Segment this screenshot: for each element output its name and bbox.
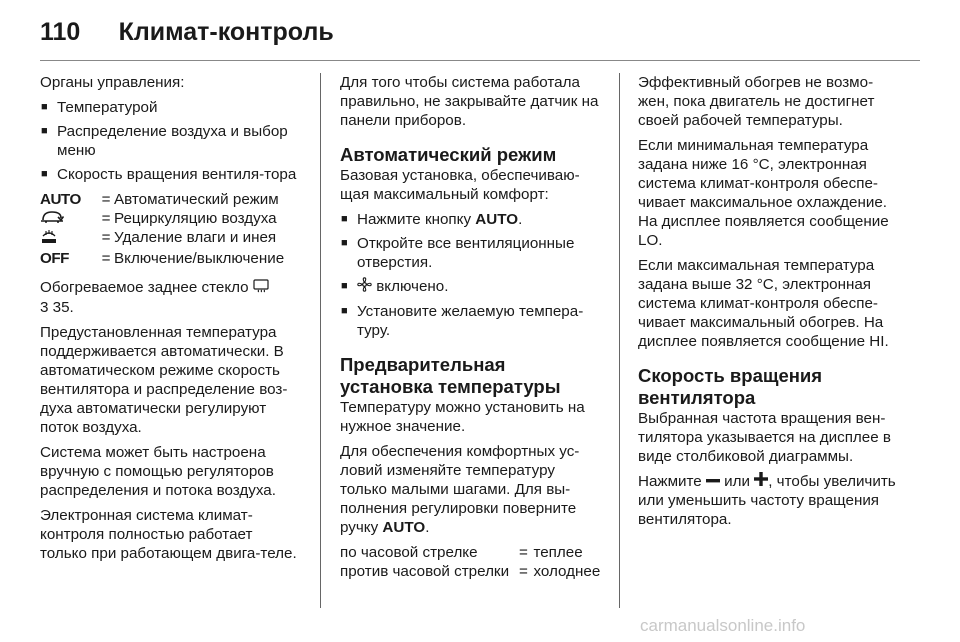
column-3 xyxy=(638,73,902,535)
list-item: ■ Распределение воздуха и выбор меню xyxy=(40,122,302,160)
rear-window-heater-icon xyxy=(253,279,269,298)
column-divider-1 xyxy=(320,73,321,608)
section-heading-fan-speed: Скорость вращения вентилятора xyxy=(638,365,823,408)
direction-value: теплее xyxy=(533,544,583,561)
column-2 xyxy=(340,73,602,581)
list-item: ■ Нажмите кнопку AUTO. xyxy=(340,210,602,229)
section-heading-auto-mode: Автоматический режим xyxy=(340,144,557,165)
heated-window-text: Обогреваемое заднее стекло xyxy=(40,279,249,297)
paragraph: Для обеспечения комфортных ус-ловий изменяйте температуру только малыми шагами. Для вы-полнения регулировки поверните ручку AUTO. xyxy=(340,443,580,536)
watermark: carmanualsonline.info xyxy=(640,616,806,635)
fan-icon xyxy=(357,277,372,297)
legend-text: Включение/выключение xyxy=(114,250,285,268)
paragraph: Выбранная частота вращения вен-тилятора указывается на дисплее в виде столбиковой диаграммы. xyxy=(638,410,891,465)
legend-text: Удаление влаги и инея xyxy=(114,229,277,247)
list-item: ■ Температурой xyxy=(40,98,302,117)
paragraph: Электронная система климат-контроля полностью работает только при работающем двига-теле. xyxy=(40,506,297,562)
direction-value: холоднее xyxy=(533,563,601,580)
heated-window-paragraph xyxy=(40,278,302,316)
paragraph: Базовая установка, обеспечиваю-щая максимальный комфорт: xyxy=(340,167,580,203)
section-heading-preset-temperature: Предварительная установка температуры xyxy=(340,354,561,397)
legend-symbol: AUTO xyxy=(40,191,81,208)
legend-eq: = xyxy=(101,229,111,247)
paragraph: Эффективный обогрев не возмо-жен, пока двигатель не достигнет своей рабочей температуры. xyxy=(638,74,875,129)
column-divider-2 xyxy=(619,73,620,608)
paragraph: Если минимальная температура задана ниже 16 °C, электронная система климат-контроля обеспе-чивает максимальное охлаждение. На дисплее появляется сообщение LO. xyxy=(638,137,889,249)
paragraph: Для того чтобы система работала правильно, не закрывайте датчик на панели приборов. xyxy=(340,74,599,129)
paragraph: Температуру можно установить на нужное значение. xyxy=(340,399,585,435)
table-row: против часовой стрелки = холоднее xyxy=(340,563,601,580)
paragraph: Предустановленная температура поддерживается автоматически. В автоматическом режиме скорость вентилятора и распределение воз-духа автоматически регулируют поток воздуха. xyxy=(40,323,288,436)
direction-label: против часовой стрелки xyxy=(340,563,510,580)
header-divider xyxy=(40,60,920,61)
legend-symbol: OFF xyxy=(40,250,69,268)
page-title: Климат-контроль xyxy=(118,18,334,46)
minus-icon xyxy=(706,472,720,491)
page-number: 110 xyxy=(40,18,81,46)
direction-label: по часовой стрелке xyxy=(340,544,478,561)
rotation-direction-table xyxy=(340,543,602,581)
table-row: по часовой стрелке = теплее xyxy=(340,543,602,562)
page-header xyxy=(40,14,920,50)
legend-eq: = xyxy=(101,250,111,268)
controls-legend xyxy=(40,190,302,268)
recirculation-icon xyxy=(40,209,64,228)
legend-text: Автоматический режим xyxy=(114,191,279,208)
controls-intro: Органы управления: xyxy=(40,74,185,91)
legend-row xyxy=(40,249,302,268)
legend-row xyxy=(40,190,302,209)
legend-row xyxy=(40,209,302,228)
auto-key: AUTO xyxy=(475,211,519,228)
list-item: ■ включено. xyxy=(340,277,602,297)
plus-icon xyxy=(754,472,768,491)
column-1 xyxy=(40,73,302,569)
list-item: ■ Скорость вращения вентиля-тора xyxy=(40,165,302,184)
list-item: ■ Откройте все вентиляционные отверстия. xyxy=(340,234,602,272)
legend-text: Рециркуляцию воздуха xyxy=(114,210,277,227)
paragraph: Нажмите или , чтобы увеличить или уменьшить частоту вращения вентилятора. xyxy=(638,473,896,529)
page-reference[interactable]: 3 35. xyxy=(40,298,74,316)
max-defrost-icon xyxy=(40,228,58,249)
list-item: ■ Установите желаемую темпера-туру. xyxy=(340,302,602,340)
auto-key: AUTO xyxy=(382,519,426,536)
auto-steps-list xyxy=(340,210,602,340)
controls-list xyxy=(40,98,302,184)
paragraph: Если максимальная температура задана выше 32 °C, электронная система климат-контроля обеспе-чивает максимальный обогрев. На дисплее появляется сообщение HI. xyxy=(638,257,889,350)
legend-row xyxy=(40,228,302,249)
legend-eq: = xyxy=(101,191,111,208)
legend-eq: = xyxy=(101,210,111,227)
paragraph: Система может быть настроена вручную с помощью регуляторов распределения и потока воздуха. xyxy=(40,443,276,499)
